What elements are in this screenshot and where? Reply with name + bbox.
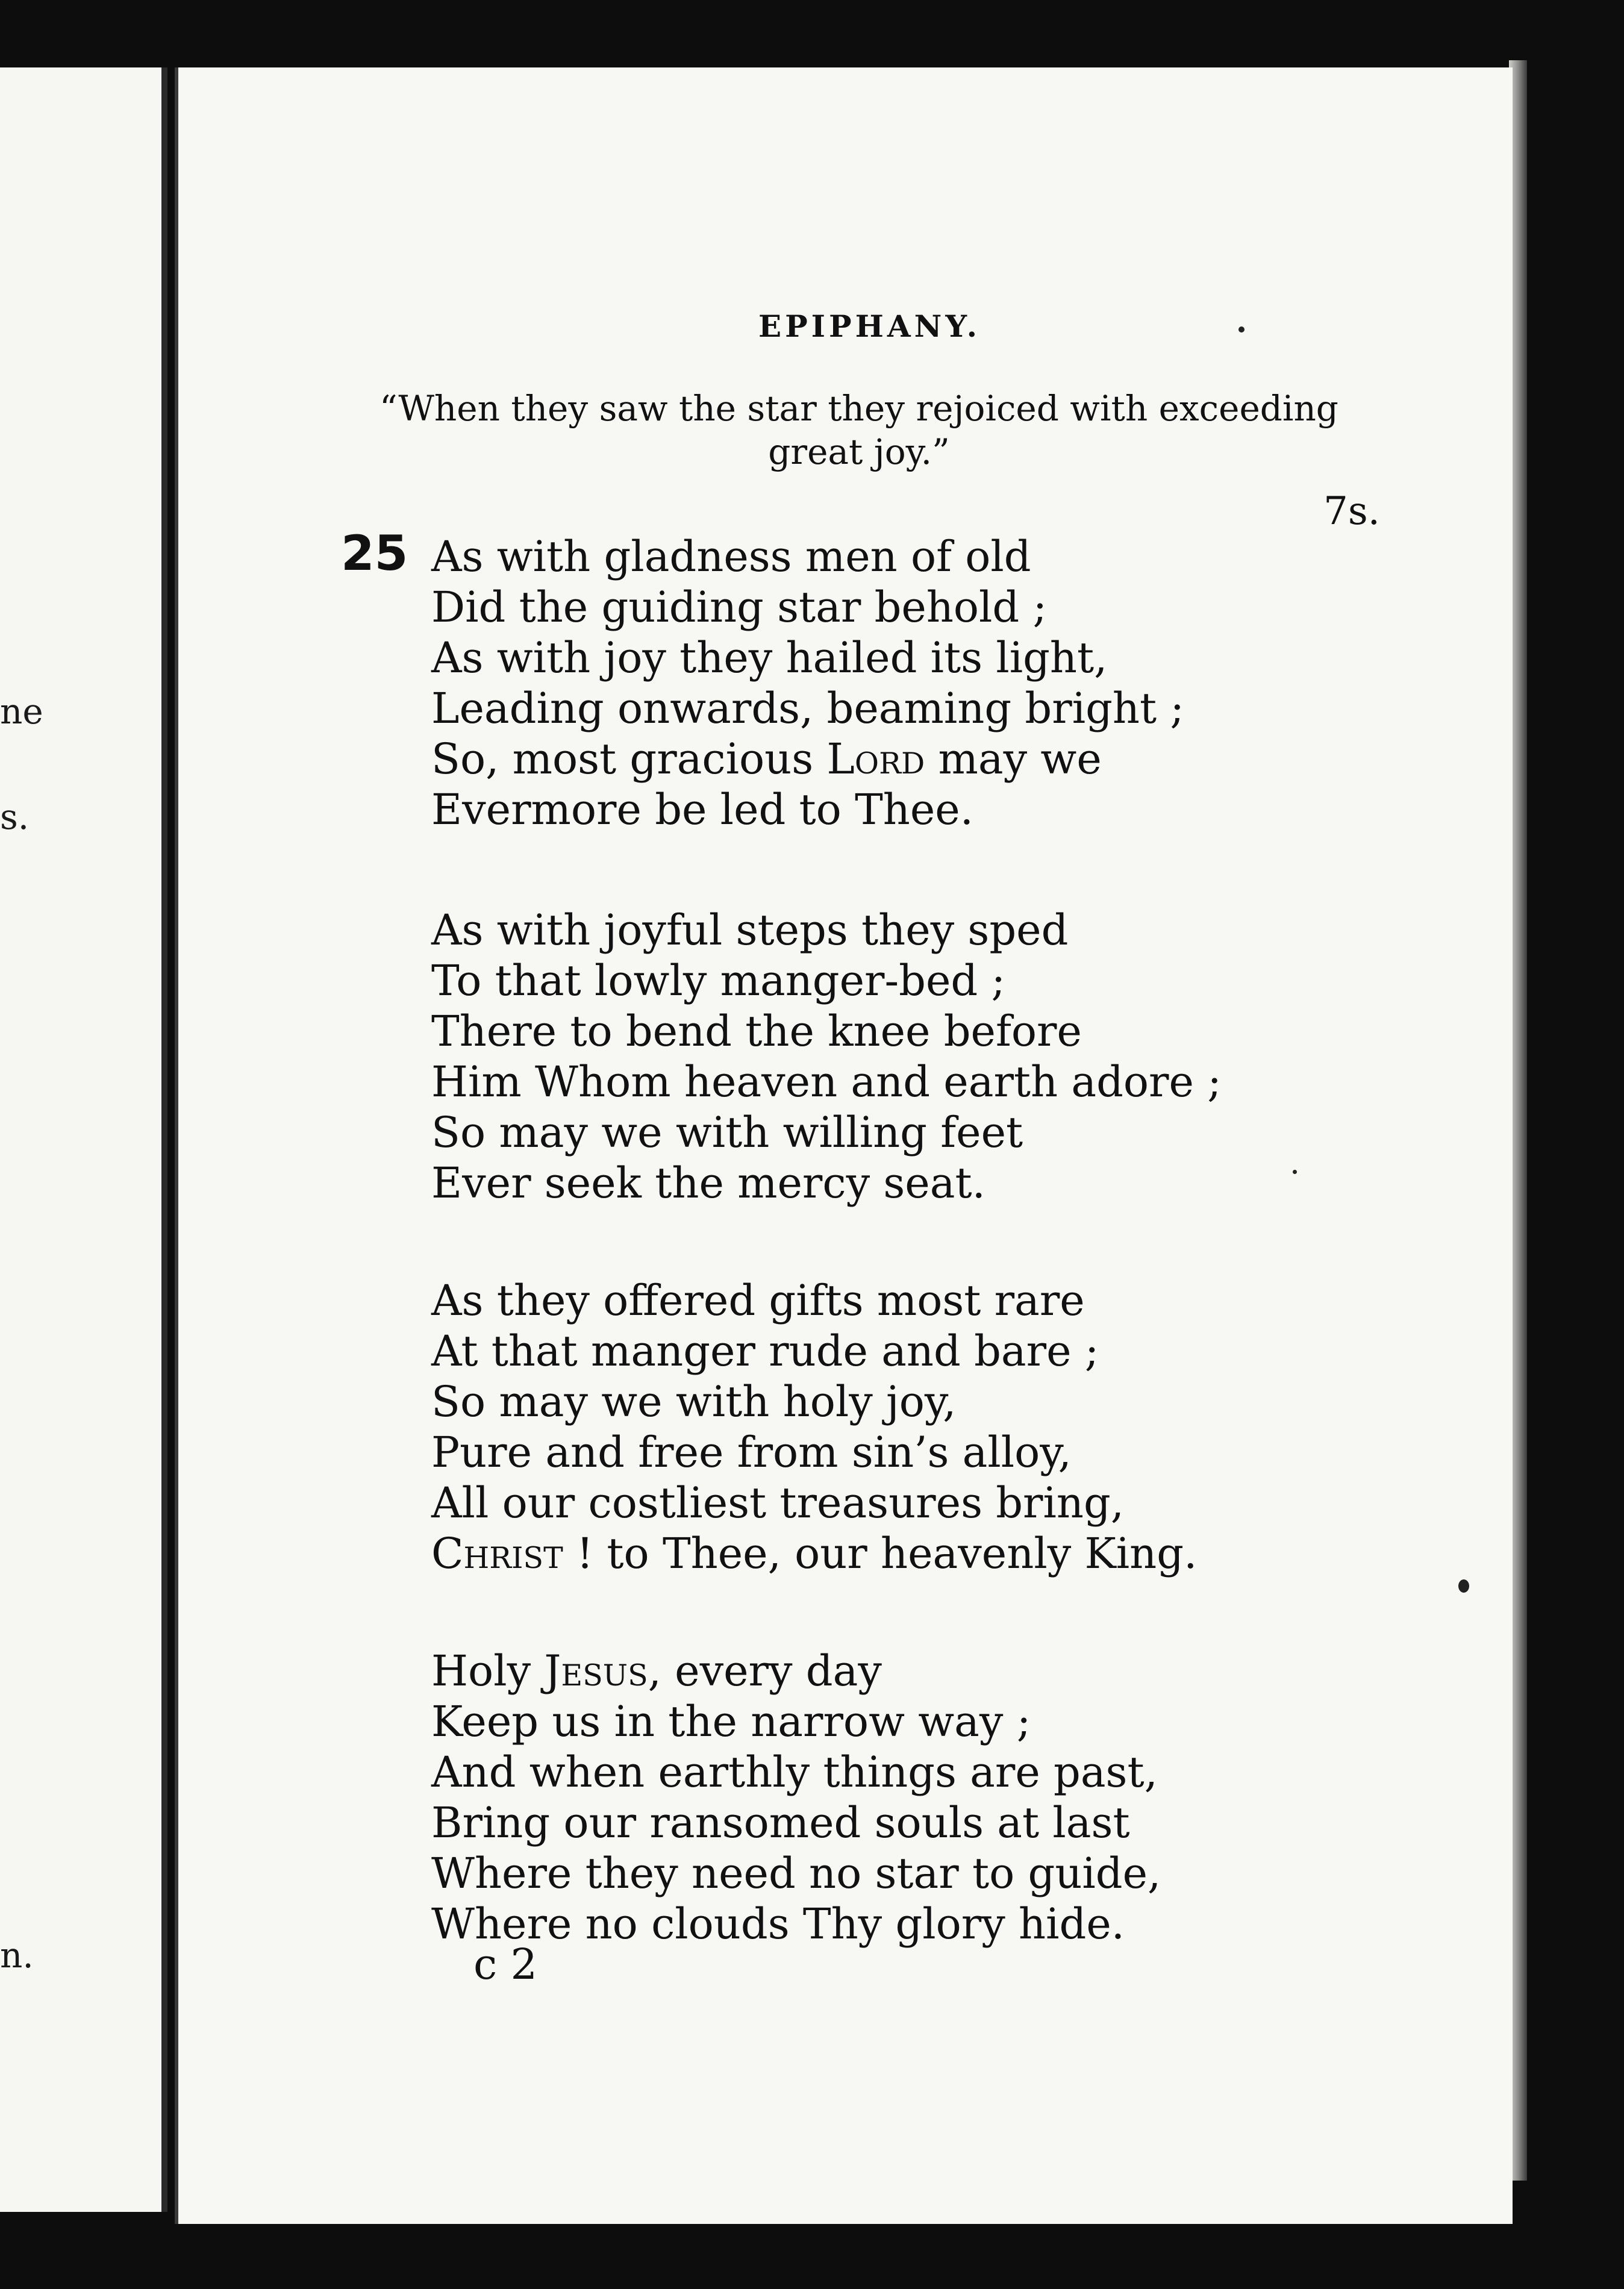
line-text: Leading onwards, beaming bright ; <box>431 684 1184 733</box>
hymn-page <box>175 67 1513 2224</box>
hymn-line <box>431 1646 1161 1696</box>
meter-label: 7s. <box>1323 489 1380 534</box>
small-caps-word: Christ <box>431 1529 563 1578</box>
signature-mark: c 2 <box>473 1940 537 1989</box>
line-text: Keep us in the narrow way ; <box>431 1697 1031 1746</box>
line-text: To that lowly manger-bed ; <box>431 956 1006 1005</box>
line-text: may we <box>925 734 1102 784</box>
hymn-line <box>431 1899 1161 1949</box>
hymn-line <box>431 1158 1222 1208</box>
line-text: Pure and free from sin’s alloy, <box>431 1428 1072 1477</box>
line-text: So may we with willing feet <box>431 1108 1023 1157</box>
line-text: As with joyful steps they sped <box>431 905 1069 955</box>
hymn-line <box>431 1797 1161 1848</box>
hymn-number: 25 <box>341 525 408 581</box>
scan-speck <box>1238 326 1245 333</box>
hymn-line <box>431 1326 1197 1376</box>
line-text: There to bend the knee before <box>431 1007 1082 1056</box>
line-text: Did the guiding star behold ; <box>431 582 1048 632</box>
hymn-line <box>431 1696 1161 1747</box>
line-text: As with gladness men of old <box>431 532 1031 581</box>
line-text: Evermore be led to Thee. <box>431 785 973 834</box>
small-caps-word: Lord <box>826 734 925 784</box>
line-text: , every day <box>648 1646 882 1696</box>
line-text: As they offered gifts most rare <box>431 1276 1085 1325</box>
line-text: Him Whom heaven and earth adore ; <box>431 1057 1222 1107</box>
hymn-line <box>431 632 1184 683</box>
line-text: At that manger rude and bare ; <box>431 1326 1099 1376</box>
facing-page <box>0 67 167 2212</box>
hymn-line <box>431 1427 1197 1478</box>
stanza-3 <box>431 1275 1197 1579</box>
line-text: And when earthly things are past, <box>431 1747 1158 1797</box>
hymn-line <box>431 1848 1161 1899</box>
small-caps-word: Jesus <box>544 1646 648 1696</box>
facing-page-fragment: s. <box>0 796 30 837</box>
hymn-line <box>431 1057 1222 1107</box>
hymn-line <box>431 1275 1197 1326</box>
line-text: So may we with holy joy, <box>431 1377 957 1426</box>
hymn-line <box>431 1006 1222 1057</box>
facing-page-fragment: ne <box>0 691 43 732</box>
page-heading: EPIPHANY. <box>758 308 981 344</box>
scan-speck <box>1293 1170 1297 1174</box>
hymn-line <box>431 1376 1197 1427</box>
hymn-line <box>431 1528 1197 1579</box>
hymn-line <box>431 531 1184 582</box>
line-text: Holy <box>431 1646 545 1696</box>
line-text: Bring our ransomed souls at last <box>431 1798 1130 1847</box>
line-text: So, most gracious <box>431 734 827 784</box>
facing-page-fragment: n. <box>0 1935 34 1976</box>
hymn-line <box>431 1107 1222 1158</box>
hymn-line <box>431 734 1184 784</box>
stanza-4 <box>431 1646 1161 1949</box>
line-text: ! to Thee, our heavenly King. <box>563 1529 1198 1578</box>
hymn-line <box>431 582 1184 632</box>
hymn-line <box>431 1747 1161 1797</box>
line-text: Where they need no star to guide, <box>431 1849 1161 1898</box>
epigraph: “When they saw the star they rejoiced with exceeding great joy.” <box>379 388 1338 472</box>
hymn-line <box>431 955 1222 1006</box>
line-text: As with joy they hailed its light, <box>431 633 1108 682</box>
line-text: All our costliest treasures bring, <box>431 1478 1125 1528</box>
line-text: Where no clouds Thy glory hide. <box>431 1899 1125 1949</box>
hymn-line <box>431 1478 1197 1528</box>
line-text: Ever seek the mercy seat. <box>431 1158 985 1208</box>
hymn-line <box>431 784 1184 835</box>
hymn-line <box>431 683 1184 734</box>
stanza-2 <box>431 905 1222 1208</box>
stanza-1 <box>431 531 1184 835</box>
scan-speck <box>1458 1579 1469 1593</box>
hymn-line <box>431 905 1222 955</box>
